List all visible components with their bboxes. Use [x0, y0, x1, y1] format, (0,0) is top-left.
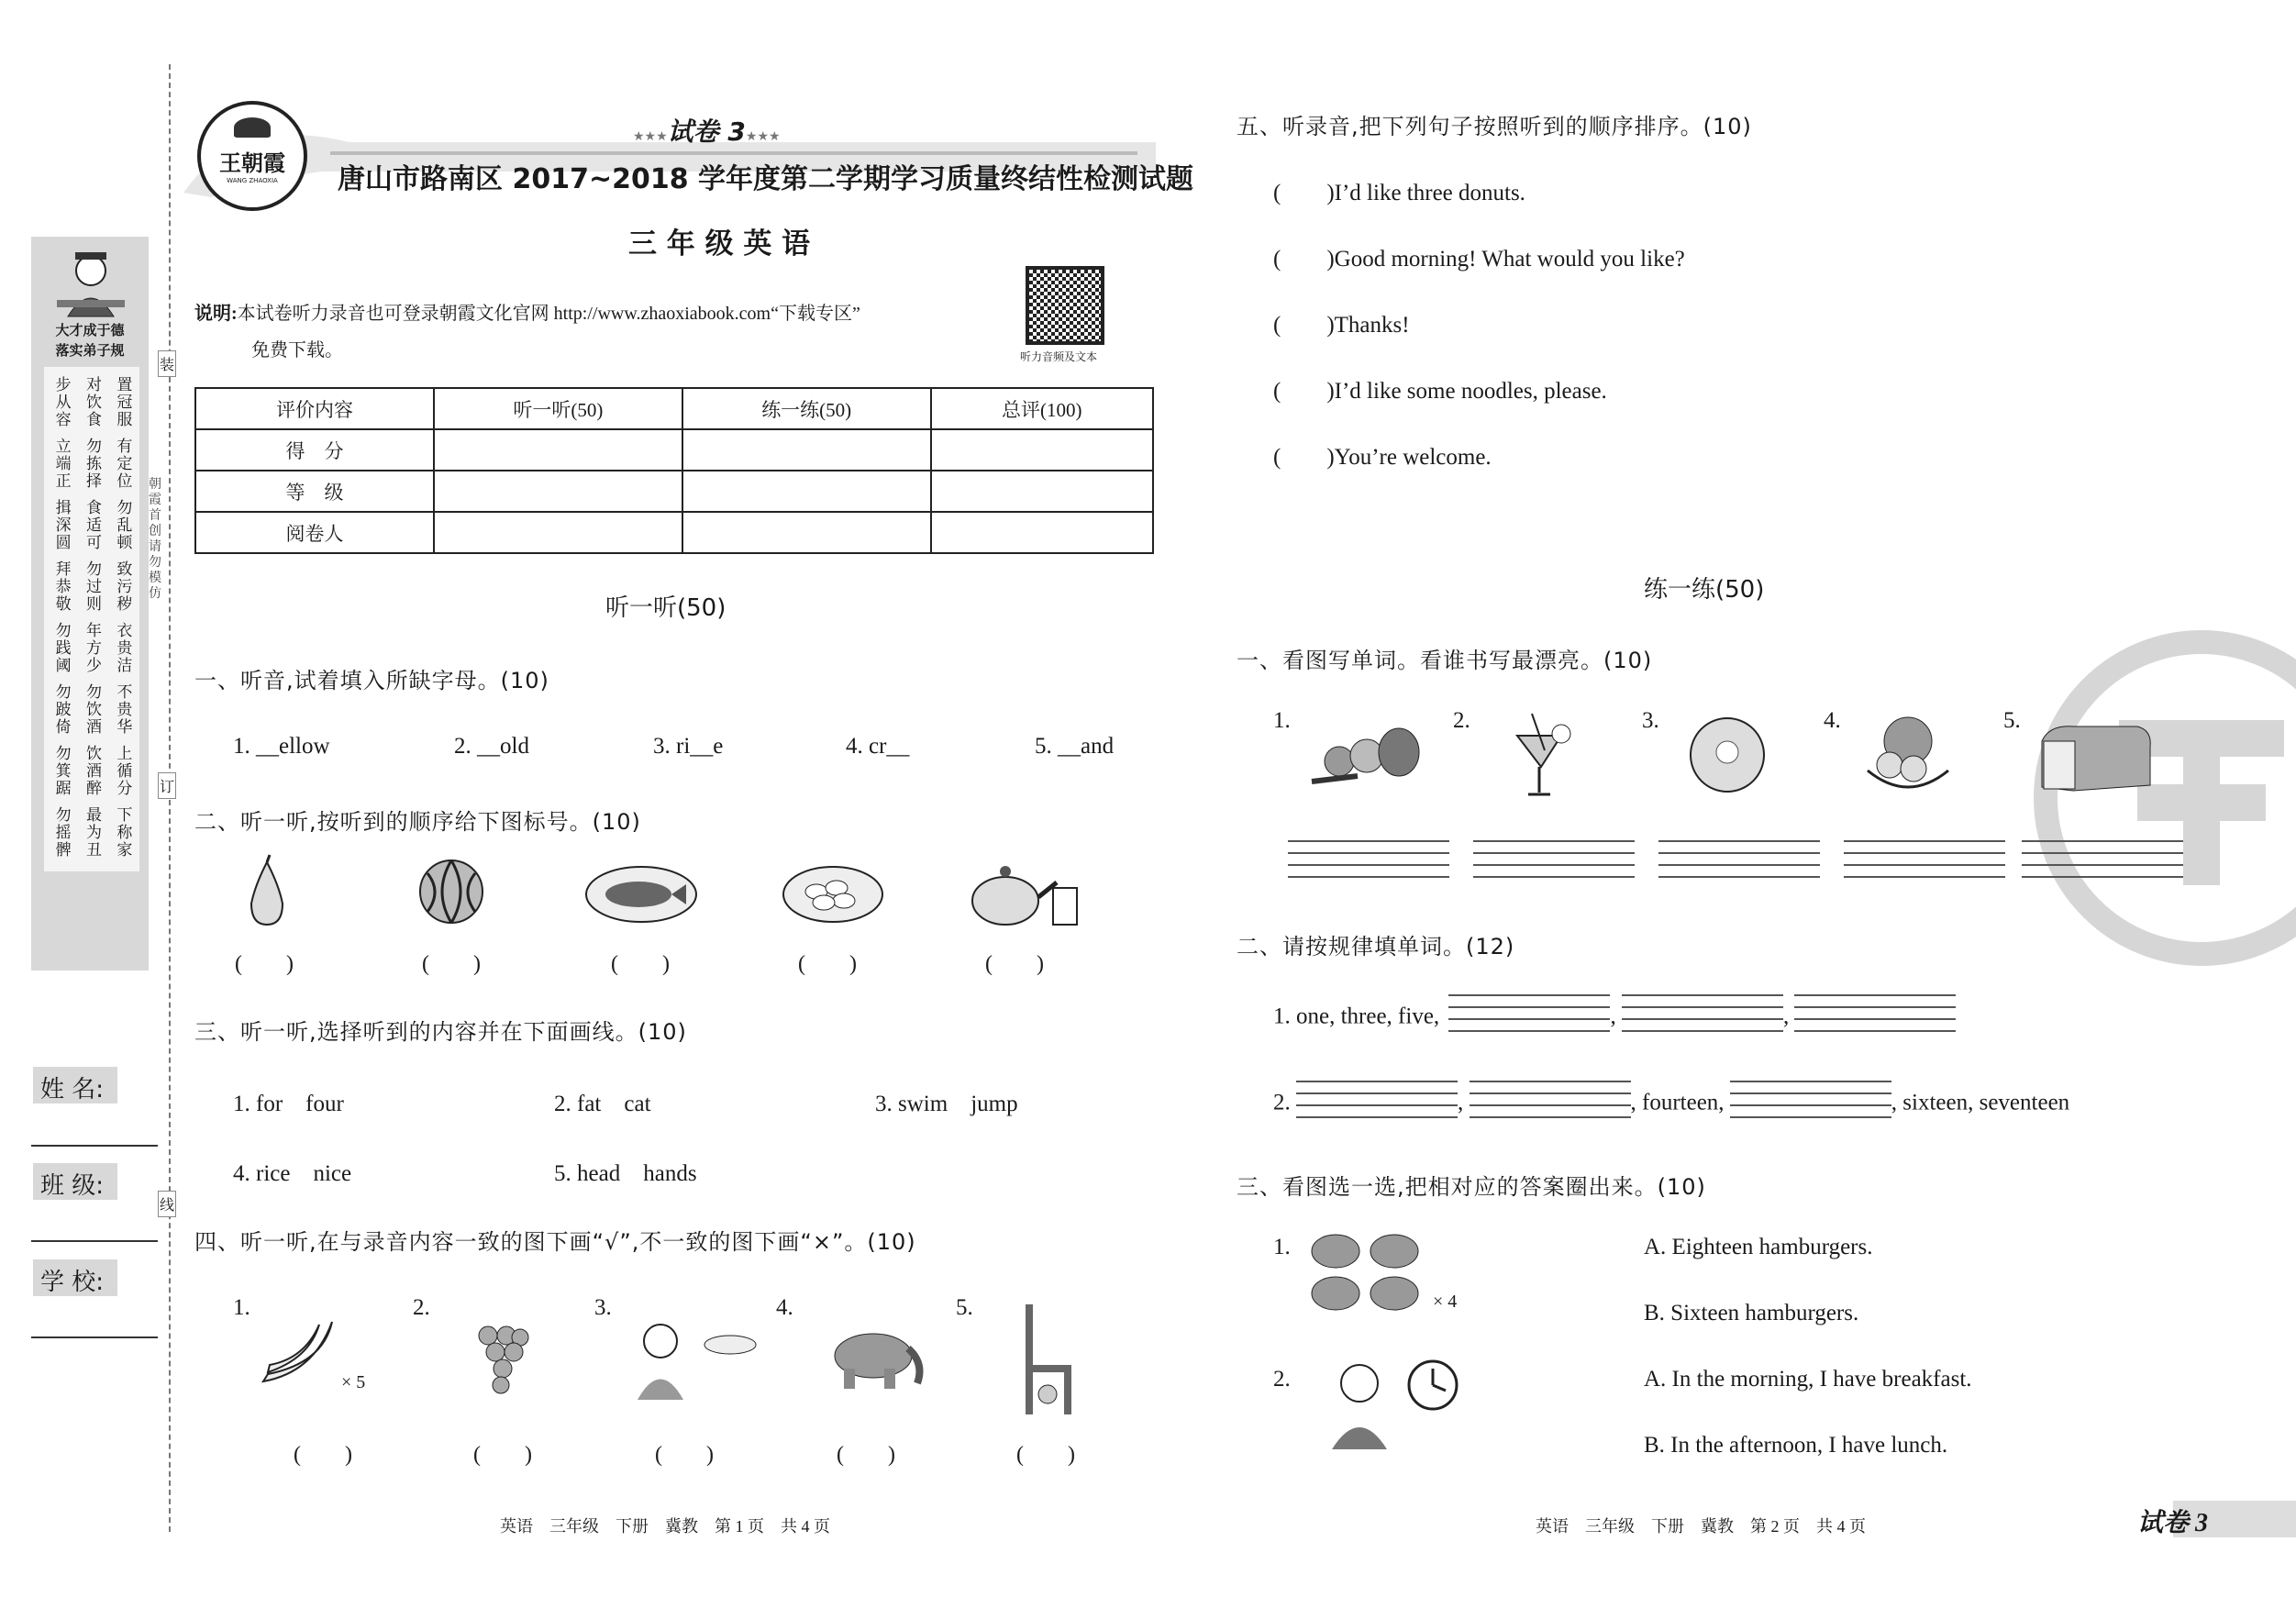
- chair-picture: [1020, 1303, 1075, 1420]
- option-a1[interactable]: A. Eighteen hamburgers.: [1644, 1235, 1873, 1259]
- table-row-label: 得 分: [195, 429, 434, 471]
- rule-column: 勿拣择: [82, 438, 101, 490]
- table-cell[interactable]: [682, 429, 931, 471]
- table-cell[interactable]: [434, 512, 682, 553]
- rule-column: 步从容: [51, 376, 71, 428]
- p1-num: 5.: [2003, 708, 2021, 733]
- write-lines[interactable]: [1288, 840, 1449, 888]
- rule-column: 勿过则: [82, 560, 101, 613]
- table-cell[interactable]: [931, 471, 1153, 512]
- table-cell[interactable]: [682, 471, 931, 512]
- motto-line: 大才成于德: [55, 324, 125, 338]
- bread-picture: [2036, 721, 2156, 798]
- practice-q2-title: 二、请按规律填单词。(12): [1237, 934, 1515, 959]
- listen-q3-title: 三、听一听,选择听到的内容并在下面画线。(10): [194, 1019, 687, 1045]
- write-lines[interactable]: [1470, 1081, 1631, 1128]
- brand-logo: [197, 101, 307, 211]
- table-header: 总评(100): [931, 388, 1153, 429]
- footer-right: 英语 三年级 下册 冀教 第 2 页 共 4 页: [1536, 1517, 1866, 1536]
- rule-column: 对饮食: [82, 376, 101, 428]
- name-field[interactable]: [31, 1145, 158, 1147]
- rule-column: 勿乱顿: [113, 499, 132, 551]
- rule-column: 致污秽: [113, 560, 132, 613]
- p3-num: 1.: [1273, 1235, 1291, 1259]
- answer-paren[interactable]: ( ): [611, 952, 670, 976]
- motto-line: 落实弟子规: [55, 344, 125, 359]
- vegetables-picture: [1303, 715, 1431, 793]
- qr-code[interactable]: [1026, 266, 1104, 345]
- name-label: 姓 名:: [33, 1067, 117, 1103]
- q3-item[interactable]: 4. rice nice: [233, 1161, 352, 1186]
- answer-paren[interactable]: ( ): [294, 1443, 352, 1467]
- q3-item[interactable]: 5. head hands: [554, 1161, 697, 1186]
- rule-column: 有定位: [113, 438, 132, 490]
- grapes-picture: [470, 1317, 534, 1403]
- option-b2[interactable]: B. In the afternoon, I have lunch.: [1644, 1433, 1948, 1458]
- listen-section-title: 听一听(50): [605, 594, 727, 622]
- rule-column: 勿践阈: [51, 622, 71, 674]
- write-lines[interactable]: [1448, 994, 1610, 1042]
- table-cell[interactable]: [434, 429, 682, 471]
- rule-column: 食适可: [82, 499, 101, 551]
- q3-item[interactable]: 1. for four: [233, 1092, 344, 1116]
- table-cell[interactable]: [931, 429, 1153, 471]
- write-lines[interactable]: [1473, 840, 1635, 888]
- elephant-picture: [827, 1326, 928, 1394]
- table-header: 听一听(50): [434, 388, 682, 429]
- q4-num: 2.: [413, 1295, 430, 1320]
- school-field[interactable]: [31, 1336, 158, 1338]
- q1-item[interactable]: 4. cr__: [846, 734, 910, 759]
- scholar-figure-picture: [50, 243, 132, 326]
- table-row-label: 等 级: [195, 471, 434, 512]
- rule-column: 下称家: [113, 806, 132, 859]
- answer-paren[interactable]: ( ): [422, 952, 481, 976]
- table-cell[interactable]: [931, 512, 1153, 553]
- rule-group: [46, 622, 138, 674]
- class-field[interactable]: [31, 1240, 158, 1242]
- footer-left: 英语 三年级 下册 冀教 第 1 页 共 4 页: [500, 1517, 830, 1536]
- answer-paren[interactable]: ( ): [985, 952, 1044, 976]
- write-lines[interactable]: [1296, 1081, 1458, 1128]
- subject-title: 三 年 级 英 语: [628, 227, 811, 261]
- score-table: [194, 387, 1154, 554]
- qr-caption: 听力音频及文本: [1020, 350, 1098, 363]
- fruit-bowl-picture: [1862, 712, 1954, 798]
- pattern-line-2: 2. , , fourteen, , sixteen, seventeen: [1273, 1081, 2069, 1128]
- watermark-seal: [2027, 619, 2296, 977]
- q3-item[interactable]: 2. fat cat: [554, 1092, 651, 1116]
- teapot-picture: [961, 855, 1082, 932]
- q4-num: 4.: [776, 1295, 793, 1320]
- q5-item[interactable]: ( )Good morning! What would you like?: [1273, 247, 1685, 272]
- q5-item[interactable]: ( )I’d like three donuts.: [1273, 181, 1525, 205]
- option-b1[interactable]: B. Sixteen hamburgers.: [1644, 1301, 1859, 1325]
- fish-picture: [583, 862, 699, 930]
- listen-q5-title: 五、听录音,把下列句子按照听到的顺序排序。(10): [1237, 114, 1752, 139]
- rule-column: 衣贵洁: [113, 622, 132, 674]
- answer-paren[interactable]: ( ): [798, 952, 857, 976]
- practice-q3-title: 三、看图选一选,把相对应的答案圈出来。(10): [1237, 1174, 1706, 1200]
- footer-paper-badge: [2091, 1501, 2296, 1537]
- instructions: 说明:本试卷听力录音也可登录朝霞文化官网 http://www.zhaoxiabook.com“下载专区” 免费下载。: [194, 304, 860, 360]
- rule-group: [46, 438, 138, 490]
- brand-sub: WANG ZHAOXIA: [227, 177, 278, 184]
- footer-paper-label: 试卷 3: [2137, 1509, 2209, 1537]
- class-label: 班 级:: [33, 1163, 117, 1200]
- table-header: 评价内容: [195, 388, 434, 429]
- watermelon-picture: [415, 855, 488, 932]
- q4-num: 1.: [233, 1295, 250, 1320]
- q1-item[interactable]: 5. __and: [1035, 734, 1115, 759]
- school-label: 学 校:: [33, 1259, 117, 1296]
- p1-num: 4.: [1824, 708, 1841, 733]
- rule-group: [46, 806, 138, 859]
- p3-multiplier: × 4: [1433, 1292, 1458, 1312]
- rule-column: 勿摇髀: [51, 806, 71, 859]
- rule-column: 拜恭敬: [51, 560, 71, 613]
- p3-num: 2.: [1273, 1367, 1291, 1392]
- rule-group: [46, 683, 138, 736]
- write-lines[interactable]: [1658, 840, 1820, 888]
- juice-picture: [1510, 710, 1574, 805]
- answer-paren[interactable]: ( ): [1016, 1443, 1075, 1467]
- rule-column: 勿饮酒: [82, 683, 101, 736]
- write-lines[interactable]: [1844, 840, 2005, 888]
- rule-column: 勿跛倚: [51, 683, 71, 736]
- rule-group: [46, 376, 138, 428]
- boy-clock-picture: [1317, 1358, 1464, 1453]
- dumplings-picture: [780, 862, 886, 930]
- write-lines[interactable]: [2022, 840, 2183, 888]
- practice-section-title: 练一练(50): [1644, 576, 1765, 604]
- write-lines[interactable]: [1622, 994, 1783, 1042]
- bananas-picture: [259, 1317, 341, 1394]
- rule-group: [46, 560, 138, 613]
- rule-group: [46, 745, 138, 797]
- side-note: 朝霞首创 请勿模仿: [149, 477, 161, 601]
- q5-item[interactable]: ( )You’re welcome.: [1273, 445, 1492, 470]
- rule-column: 勿箕踞: [51, 745, 71, 797]
- p1-num: 3.: [1642, 708, 1659, 733]
- sidebar-motto: [37, 321, 143, 361]
- rule-column: 年方少: [82, 622, 101, 674]
- q5-item[interactable]: ( )I’d like some noodles, please.: [1273, 379, 1607, 404]
- q1-item[interactable]: 3. ri__e: [653, 734, 724, 759]
- practice-q1-title: 一、看图写单词。看谁书写最漂亮。(10): [1237, 648, 1653, 673]
- pattern-line-1: 1. one, three, five, , ,: [1273, 994, 1956, 1042]
- rule-column: 揖深圆: [51, 499, 71, 551]
- exam-title: 唐山市路南区 2017~2018 学年度第二学期学习质量终结性检测试题: [338, 163, 1194, 195]
- paper-number: ★★★试卷 3★★★: [633, 116, 781, 147]
- answer-paren[interactable]: ( ): [473, 1443, 532, 1467]
- pear-picture: [235, 853, 299, 930]
- fold-mark: 线: [158, 1191, 176, 1217]
- rule-column: 不贵华: [113, 683, 132, 736]
- crown-icon: [234, 117, 271, 138]
- answer-paren[interactable]: ( ): [655, 1443, 714, 1467]
- rule-column: 立端正: [51, 438, 71, 490]
- fold-mark: 装: [158, 350, 176, 377]
- q3-item[interactable]: 3. swim jump: [875, 1092, 1018, 1116]
- hamburgers-picture: [1308, 1231, 1427, 1317]
- q1-item[interactable]: 1. __ellow: [233, 734, 330, 759]
- listen-q1-title: 一、听音,试着填入所缺字母。(10): [194, 668, 549, 693]
- table-cell[interactable]: [434, 471, 682, 512]
- table-cell[interactable]: [682, 512, 931, 553]
- q4-multiplier: × 5: [341, 1372, 366, 1392]
- write-lines[interactable]: [1794, 994, 1956, 1042]
- write-lines[interactable]: [1730, 1081, 1891, 1128]
- q4-num: 3.: [594, 1295, 612, 1320]
- rule-group: [46, 499, 138, 551]
- p1-num: 2.: [1453, 708, 1470, 733]
- rule-column: 上循分: [113, 745, 132, 797]
- answer-paren[interactable]: ( ): [235, 952, 294, 976]
- p1-num: 1.: [1273, 708, 1291, 733]
- rule-column: 最为丑: [82, 806, 101, 859]
- option-a2[interactable]: A. In the morning, I have breakfast.: [1644, 1367, 1972, 1392]
- table-header: 练一练(50): [682, 388, 931, 429]
- q5-item[interactable]: ( )Thanks!: [1273, 313, 1410, 338]
- rule-column: 饮酒醉: [82, 745, 101, 797]
- brand-name: 王朝霞: [219, 152, 285, 176]
- answer-paren[interactable]: ( ): [837, 1443, 895, 1467]
- table-row-label: 阅卷人: [195, 512, 434, 553]
- q4-num: 5.: [956, 1295, 973, 1320]
- egg-picture: [1686, 714, 1769, 800]
- listen-q4-title: 四、听一听,在与录音内容一致的图下画“√”,不一致的图下画“×”。(10): [194, 1229, 916, 1255]
- sidebar-rules-grid: [44, 367, 139, 871]
- listen-q2-title: 二、听一听,按听到的顺序给下图标号。(10): [194, 809, 641, 835]
- boy-eating-picture: [624, 1317, 761, 1403]
- q1-item[interactable]: 2. __old: [454, 734, 529, 759]
- rule-column: 置冠服: [113, 376, 132, 428]
- fold-mark: 订: [158, 772, 176, 799]
